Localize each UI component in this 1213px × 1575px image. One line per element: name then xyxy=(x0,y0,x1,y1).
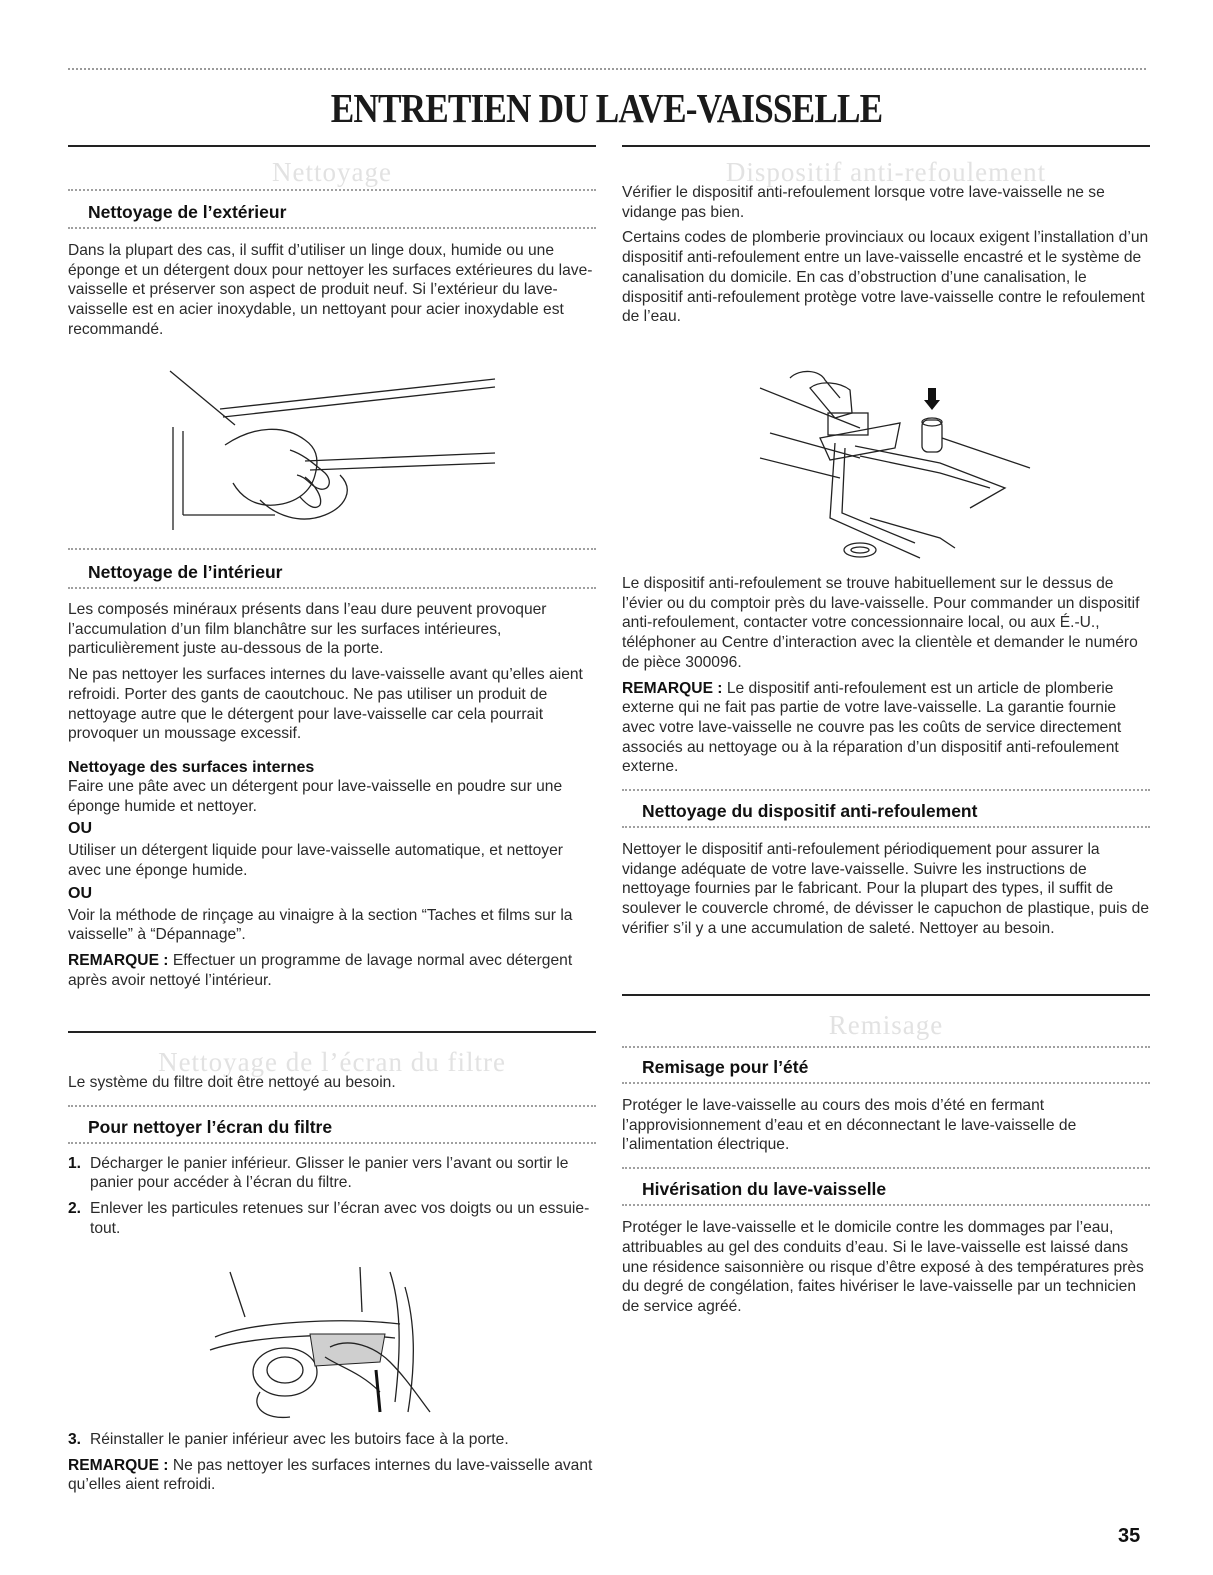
section-title-storage: Remisage xyxy=(828,1010,944,1040)
air-gap-illustration xyxy=(740,368,1040,568)
section-rule xyxy=(68,1031,596,1033)
note-text: Ne pas nettoyer les surfaces internes du lave-vaisselle avant qu’elles aient refroidi. xyxy=(68,1456,593,1494)
dotted-rule xyxy=(68,1105,596,1107)
heading-interior: Nettoyage de l’intérieur xyxy=(88,562,283,582)
step-item xyxy=(68,1199,596,1238)
summer-text: Protéger le lave-vaisselle au cours des mois d’été en fermant l’approvisionnement d’eau et en déconnectant le lave-vaisselle de l’alimentation électrique. xyxy=(622,1097,1077,1154)
note-label: REMARQUE : xyxy=(68,1456,169,1474)
page-title: ENTRETIEN DU LAVE-VAISSELLE xyxy=(330,85,883,131)
page-number: 35 xyxy=(1118,1525,1141,1547)
dotted-rule xyxy=(68,548,596,550)
step-text: Réinstaller le panier inférieur avec les butoirs face à la porte. xyxy=(90,1431,509,1448)
step-text: Enlever les particules retenues sur l’écran avec vos doigts ou un essuie-tout. xyxy=(90,1200,590,1237)
dotted-rule xyxy=(68,189,596,191)
note-text: Effectuer un programme de lavage normal avec détergent après avoir nettoyé l’intérieur. xyxy=(68,952,573,989)
section-rule xyxy=(622,994,1150,996)
dotted-rule xyxy=(68,587,596,589)
dotted-rule xyxy=(622,1046,1150,1048)
section-rule xyxy=(68,145,596,147)
left-filter-end xyxy=(68,1430,596,1495)
note-text: Le dispositif anti-refoulement est un article de plomberie externe qui ne fait pas partie de votre lave-vaisselle. La garantie fournie avec votre lave-vaisselle ne couvre pas les coûts de service directement associés au nettoyage ou à la réparation d’un dispositif anti-refoulement externe. xyxy=(622,679,1122,776)
step-number: 3. xyxy=(68,1431,82,1448)
heading-filter: Pour nettoyer l’écran du filtre xyxy=(88,1116,333,1137)
filter-intro: Le système du filtre doit être nettoyé au besoin. xyxy=(68,1074,396,1091)
internal-text-2: Utiliser un détergent liquide pour lave-vaisselle automatique, et nettoyer avec une éponge humide. xyxy=(68,842,563,880)
step-item xyxy=(68,1154,596,1193)
left-column xyxy=(68,145,596,340)
section-title-air-gap: Dispositif anti-refoulement xyxy=(725,157,1047,187)
step-number: 1. xyxy=(68,1154,82,1172)
clean-air-gap-text: Nettoyer le dispositif anti-refoulement périodiquement pour assurer la vidange adéquate de votre lave-vaisselle. Suivre les instructions de nettoyage fournies par le fabricant. Pour la plupart des types, il suffit de soulever le couvercle chromé, de dévisser le capuchon de plastique, puis de vérifier s’il y a une accumulation de saleté. Nettoyer au besoin. xyxy=(622,841,1150,937)
left-interior-section xyxy=(68,548,596,991)
dotted-rule xyxy=(68,1142,596,1144)
right-air-gap-details xyxy=(622,574,1150,939)
note-label: REMARQUE : xyxy=(622,679,723,697)
winter-text: Protéger le lave-vaisselle et le domicile contre les dommages par l’eau, attribuables au gel des conduits d’eau. Si le lave-vaisselle est laissé dans une résidence saisonnière ou risque d’être exposé à des températures près du degré de congélation, faites hivériser le lave-vaisselle par un technicien de service agréé. xyxy=(622,1219,1144,1315)
internal-text-1: Faire une pâte avec un détergent pour lave-vaisselle en poudre sur une éponge humide et nettoyer. xyxy=(68,777,563,815)
heading-summer: Remisage pour l’été xyxy=(642,1057,809,1077)
dotted-rule xyxy=(622,826,1150,828)
exterior-text: Dans la plupart des cas, il suffit d’utiliser un linge doux, humide ou une éponge et un détergent doux pour nettoyer les surfaces extérieures du lave-vaisselle et préserver son aspect de produit neuf. Si l’extérieur du lave-vaisselle est en acier inoxydable, un nettoyant pour acier inoxydable est recommandé. xyxy=(68,242,593,338)
dotted-rule xyxy=(622,1167,1150,1169)
filter-step-3 xyxy=(68,1430,596,1450)
step-item xyxy=(68,1430,596,1450)
dotted-rule xyxy=(68,227,596,229)
air-gap-text-1: Vérifier le dispositif anti-refoulement lorsque votre lave-vaisselle ne se vidange pas bien. xyxy=(622,184,1105,221)
note-label: REMARQUE : xyxy=(68,952,169,970)
filter-steps xyxy=(68,1154,596,1239)
section-title-cleaning: Nettoyage xyxy=(272,157,392,187)
filter-cleaning-illustration xyxy=(190,1262,440,1422)
step-text: Décharger le panier inférieur. Glisser le panier vers l’avant ou sortir le panier pour accéder à l’écran du filtre. xyxy=(90,1154,569,1192)
or-label: OU xyxy=(68,820,92,838)
air-gap-note xyxy=(622,679,1150,778)
section-rule xyxy=(622,145,1150,147)
interior-text-1: Les composés minéraux présents dans l’eau dure peuvent provoquer l’accumulation d’un film blanchâtre sur les surfaces intérieures, particulièrement juste au-dessous de la porte. xyxy=(68,601,547,658)
or-label: OU xyxy=(68,884,92,902)
air-gap-text-2: Certains codes de plomberie provinciaux ou locaux exigent l’installation d’un dispositif anti-refoulement entre un lave-vaisselle encastré et le système de canalisation du domicile. En cas d’obstruction d’une canalisation, le dispositif anti-refoulement protège votre lave-vaisselle contre le refoulement de l’eau. xyxy=(622,229,1149,326)
internal-text-3: Voir la méthode de rinçage au vinaigre à la section “Taches et films sur la vaisselle” à “Dépannage”. xyxy=(68,906,573,944)
right-column xyxy=(622,145,1150,327)
step-number: 2. xyxy=(68,1200,82,1218)
heading-winter: Hivérisation du lave-vaisselle xyxy=(642,1179,887,1200)
air-gap-text-3: Le dispositif anti-refoulement se trouve habituellement sur le dessus de l’évier ou du comptoir près du lave-vaisselle. Pour commander un dispositif anti-refoulement, contacter votre concessionnaire local, ou aux É.-U., téléphoner au Centre d’interaction avec la clientèle et demander le numéro de pièce 300096. xyxy=(622,575,1140,671)
top-dotted-rule xyxy=(68,68,1146,70)
dotted-rule xyxy=(622,1082,1150,1084)
left-filter-section xyxy=(68,1031,596,1239)
dotted-rule xyxy=(622,789,1150,791)
heading-exterior: Nettoyage de l’extérieur xyxy=(88,202,287,222)
wiping-exterior-illustration xyxy=(165,365,505,535)
filter-note xyxy=(68,1456,596,1495)
heading-internal-surfaces: Nettoyage des surfaces internes xyxy=(68,758,315,776)
heading-clean-air-gap: Nettoyage du dispositif anti-refoulement xyxy=(642,801,978,822)
right-storage-section xyxy=(622,994,1150,1317)
interior-text-2: Ne pas nettoyer les surfaces internes du lave-vaisselle avant qu’elles aient refroidi. Porter des gants de caoutchouc. Ne pas utiliser un produit de nettoyage autre que le détergent pour lave-vaisselle car cela pourrait provoquer un moussage excessif. xyxy=(68,666,583,743)
interior-note xyxy=(68,951,596,990)
dotted-rule xyxy=(622,1204,1150,1206)
section-title-filter: Nettoyage de l’écran du filtre xyxy=(158,1047,506,1077)
